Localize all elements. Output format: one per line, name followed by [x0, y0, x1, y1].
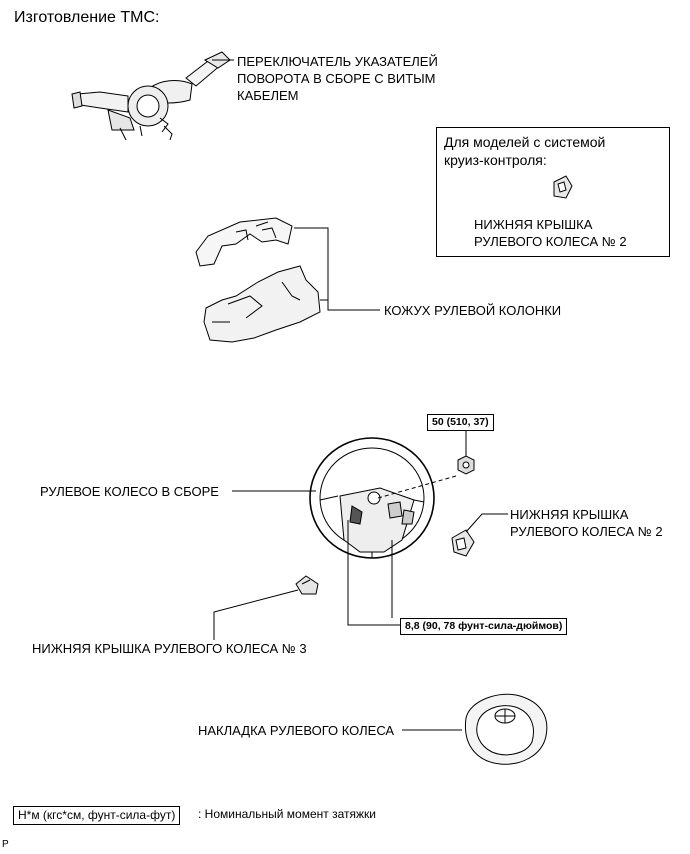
lower-cover2-label-line2: РУЛЕВОГО КОЛЕСА № 2 — [510, 524, 663, 539]
cruise-box-heading-line2: круиз-контроля: — [444, 152, 547, 168]
cruise-box-part-line1: НИЖНЯЯ КРЫШКА — [474, 217, 593, 232]
lower-cover-2-drawing — [452, 530, 474, 556]
turn-signal-switch-drawing — [72, 52, 230, 140]
column-cover-label: КОЖУХ РУЛЕВОЙ КОЛОНКИ — [384, 303, 562, 318]
torque-nut-value: 50 (510, 37) — [427, 414, 494, 431]
lower-cover2-label-line1: НИЖНЯЯ КРЫШКА — [510, 507, 629, 522]
lower-cover3-label: НИЖНЯЯ КРЫШКА РУЛЕВОГО КОЛЕСА № 3 — [32, 641, 307, 656]
turn-switch-label-line1: ПЕРЕКЛЮЧАТЕЛЬ УКАЗАТЕЛЕЙ — [237, 54, 438, 69]
steering-pad-drawing — [465, 694, 546, 764]
cruise-box-part-line2: РУЛЕВОГО КОЛЕСА № 2 — [474, 234, 627, 249]
cruise-box-heading-line1: Для моделей с системой — [444, 134, 606, 150]
torque-screws-value: 8,8 (90, 78 фунт-сила-дюймов) — [400, 618, 567, 635]
nut-drawing — [458, 456, 474, 474]
footer-mark: P — [2, 839, 9, 850]
steering-wheel-drawing — [310, 438, 434, 558]
turn-switch-label-line3: КАБЕЛЕМ — [237, 88, 299, 103]
legend-unit-box: Н*м (кгс*см, фунт-сила-фут) — [13, 806, 180, 825]
turn-switch-label-line2: ПОВОРОТА В СБОРЕ С ВИТЫМ — [237, 71, 436, 86]
wheel-pad-label: НАКЛАДКА РУЛЕВОГО КОЛЕСА — [198, 723, 395, 738]
column-cover-drawing — [196, 218, 320, 342]
legend-description: : Номинальный момент затяжки — [198, 807, 376, 821]
lower-cover-3-drawing — [296, 576, 318, 594]
steering-wheel-label: РУЛЕВОЕ КОЛЕСО В СБОРЕ — [40, 484, 219, 499]
page-title: Изготовление TMC: — [14, 9, 160, 26]
